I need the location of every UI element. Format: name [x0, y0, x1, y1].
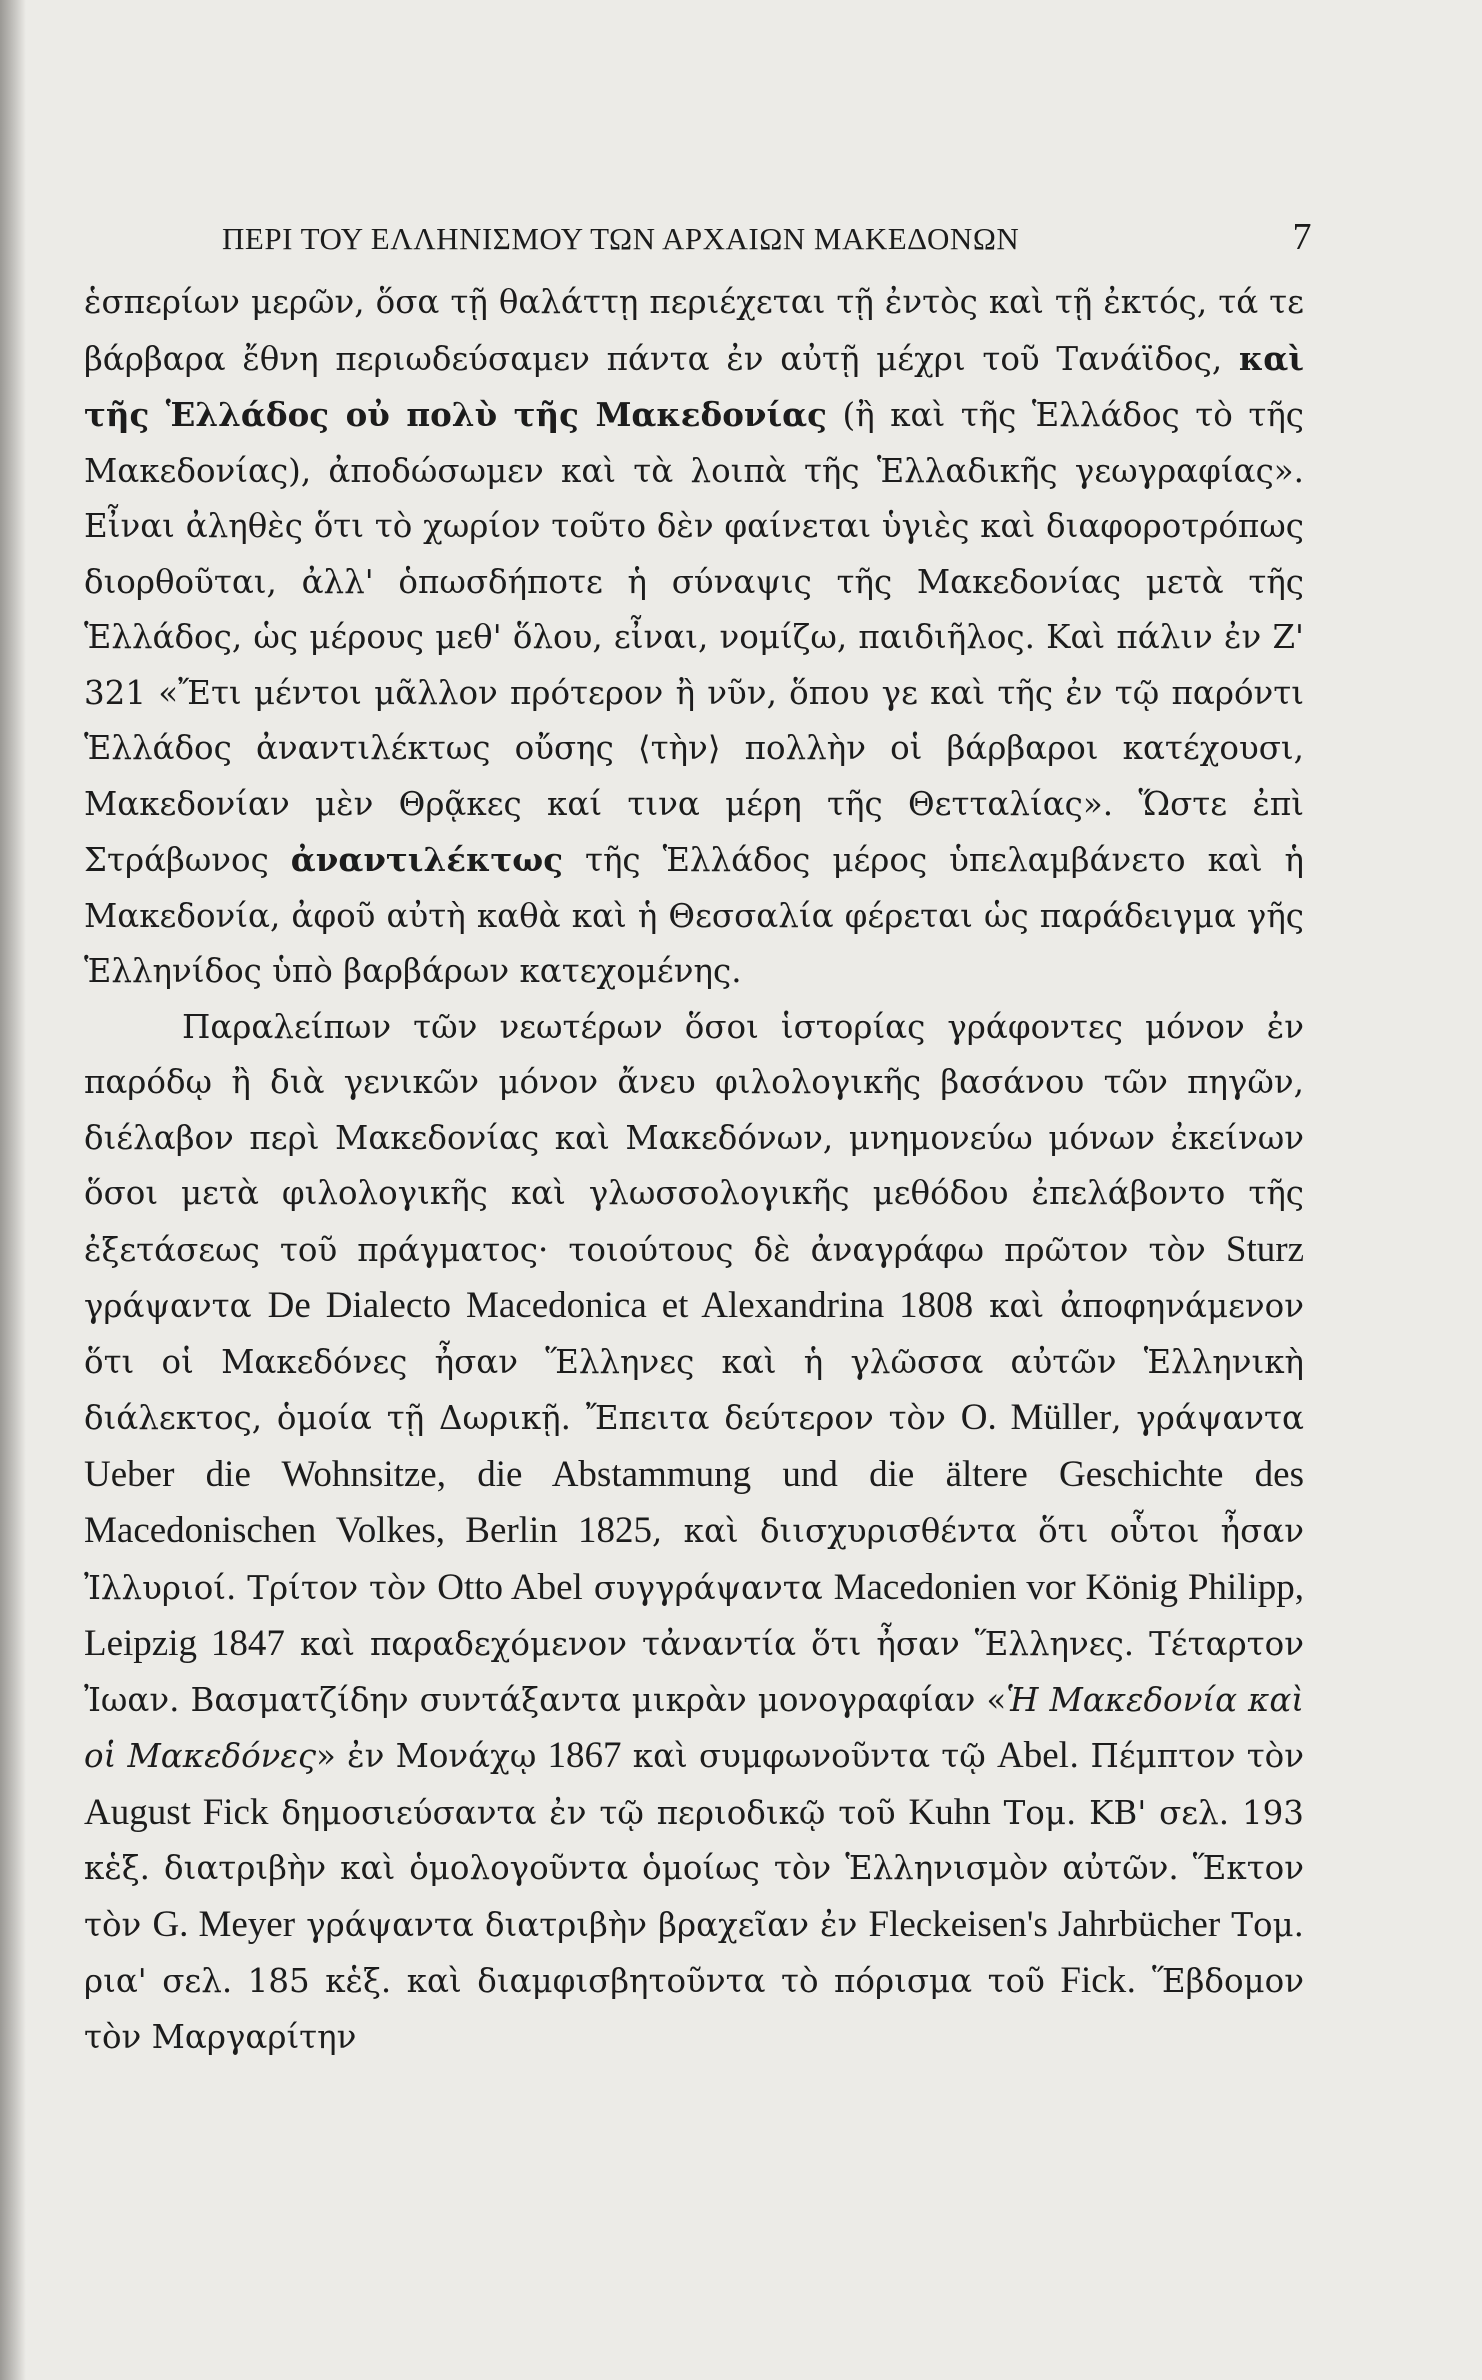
journal-fleckeisen: Fleckeisen's Jahrbücher — [868, 1903, 1221, 1945]
running-title: ΠΕΡΙ ΤΟΥ ΕΛΛΗΝΙΣΜΟΥ ΤΩΝ ΑΡΧΑΙΩΝ ΜΑΚΕΔΟΝΩΝ — [222, 221, 1020, 256]
work-title-sturz: De Dialecto Macedonica et Alexandrina 1808 — [267, 1285, 974, 1326]
para2-text: , καὶ διισχυρισθέντα ὅτι οὗτοι ἦσαν Ἰλλυριοί. Τρίτον τὸν — [84, 1512, 1304, 1607]
para2-text: καὶ συμφωνοῦντα τῷ — [621, 1737, 998, 1775]
para1-text-3: τῆς Ἑλλάδος μέρος ὑπελαμβάνετο καὶ ἡ Μακεδονία, ἀφοῦ αὐτὴ καθὰ καὶ ἡ Θεσσαλία φέρεται ὡς παράδειγμα γῆς Ἑλληνίδος ὑπὸ βαρβάρων κατεχομένης. — [84, 841, 1304, 990]
author-muller: O. Müller — [960, 1397, 1112, 1438]
year-1867: 1867 — [547, 1735, 622, 1776]
para2-text: καὶ ἀποφηνάμενον ὅτι οἱ Μακεδόνες ἦσαν Ἕλληνες καὶ ἡ γλῶσσα αὐτῶν Ἑλληνικὴ διάλεκτος, ὁμοία τῇ Δωρικῇ. Ἔπειτα δεύτερον τὸν — [84, 1287, 1304, 1437]
para2-text: Τομ. ρια' σελ. 185 κἑξ. καὶ διαμφισβητοῦντα τὸ πόρισμα τοῦ — [84, 1905, 1305, 2000]
para1-spaced-emphasis-1: καὶ τῆς Ἑλλάδος οὐ πολὺ τῆς Μακεδονίας — [84, 338, 1304, 434]
running-header — [84, 215, 1312, 275]
para2-text: . Ἕβδομον τὸν Μαργαρίτην — [84, 1962, 1304, 2056]
para2-text: Παραλείπων τῶν νεωτέρων ὅσοι ἱστορίας γράφοντες μόνον ἐν παρόδῳ ἢ διὰ γενικῶν μόνον ἄνευ φιλολογικῆς βασάνου τῶν πηγῶν, διέλαβον περὶ Μακεδονίας καὶ Μακεδόνων, μνημονεύω μόνων ἐκείνων ὅσοι μετὰ φιλολογικῆς καὶ γλωσσολογικῆς μεθόδου ἐπελάβοντο τῆς ἐξετάσεως τοῦ πράγματος· τοιούτους δὲ ἀναγράφω πρῶτον τὸν — [84, 1007, 1304, 1269]
work-title-abel: Macedonien vor König Philipp, Leipzig 1847 — [84, 1566, 1304, 1664]
author-fick-ref: Fick — [1060, 1960, 1127, 2001]
author-abel-ref: Abel — [997, 1735, 1069, 1776]
para1-text-2: (ἢ καὶ τῆς Ἑλλάδος τὸ τῆς Μακεδονίας), ἀποδώσωμεν καὶ τὰ λοιπὰ τῆς Ἑλλαδικῆς γεωγραφίας». Εἶναι ἀληθὲς ὅτι τὸ χωρίον τοῦτο δὲν φαίνεται ὑγιὲς καὶ διαφοροτρόπως διορθοῦται, ἀλλ' ὁπωσδήποτε ἡ σύναψις τῆς Μακεδονίας μετὰ τῆς Ἑλλάδος, ὡς μέρους μεθ' ὅλου, εἶναι, νομίζω, παιδιῆλος. Καὶ πάλιν ἐν Ζ' 321 «Ἔτι μέντοι μᾶλλον πρότερον ἢ νῦν, ὅπου γε καὶ τῆς ἐν τῷ παρόντι Ἑλλάδος ἀναντιλέκτως οὔσης ⟨τὴν⟩ πολλὴν οἱ βάρβαροι κατέχουσι, Μακεδονίαν μὲν Θρᾷκες καί τινα μέρη τῆς Θετταλίας». Ὥστε ἐπὶ Στράβωνος — [84, 396, 1305, 879]
para2-text: γράψαντα — [84, 1287, 268, 1325]
para2-text: . Πέμπτον τὸν — [1068, 1737, 1304, 1775]
body-text — [84, 275, 1304, 2065]
book-page — [84, 215, 1312, 2065]
author-fick: August Fick — [84, 1791, 269, 1833]
author-meyer: G. Meyer — [152, 1903, 296, 1945]
para1-spaced-emphasis-2: ἀναντιλέκτως — [290, 840, 564, 879]
page-number: 7 — [1292, 216, 1312, 258]
author-abel: Otto Abel — [437, 1566, 583, 1608]
para2-text: γράψαντα διατριβὴν βραχεῖαν ἐν — [295, 1905, 869, 1944]
para2-text: καὶ παραδεχόμενον τἀναντία ὅτι ἦσαν Ἕλληνες. Τέταρτον Ἰωαν. Βασματζίδην συντάξαντα μικρὰν μονογραφίαν « — [84, 1625, 1304, 1719]
para2-text: » ἐν Μονάχῳ — [316, 1737, 548, 1775]
journal-kuhn: Kuhn — [908, 1791, 991, 1833]
work-title-muller: Ueber die Wohnsitze, die Abstammung und die ältere Geschichte des Macedonischen Volkes, Berlin 1825 — [84, 1453, 1304, 1551]
author-sturz: Sturz — [1225, 1228, 1304, 1270]
book-spine-shadow — [0, 0, 26, 2380]
para2-text: δημοσιεύσαντα ἐν τῷ περιοδικῷ τοῦ — [268, 1793, 909, 1832]
paragraph-2 — [84, 1000, 1304, 2066]
para2-text: Τομ. ΚΒ' σελ. 193 κἑξ. διατριβὴν καὶ ὁμολογοῦντα ὁμοίως τὸν Ἑλληνισμὸν αὐτῶν. Ἕκτον τὸν — [84, 1793, 1304, 1944]
paragraph-1 — [84, 275, 1304, 1000]
work-title-vasmatzidis: Ἡ Μακεδονία καὶ οἱ Μακεδόνες — [84, 1680, 1305, 1775]
para2-text: συγγράψαντα — [582, 1568, 834, 1607]
para1-text-1: ἑσπερίων μερῶν, ὅσα τῇ θαλάττῃ περιέχεται τῇ ἐντὸς καὶ τῇ ἐκτός, τά τε βάρβαρα ἔθνη περιωδεύσαμεν πάντα ἐν αὐτῇ μέχρι τοῦ Τανάϊδος, — [84, 283, 1304, 378]
para2-text: , γράψαντα — [1111, 1399, 1304, 1437]
